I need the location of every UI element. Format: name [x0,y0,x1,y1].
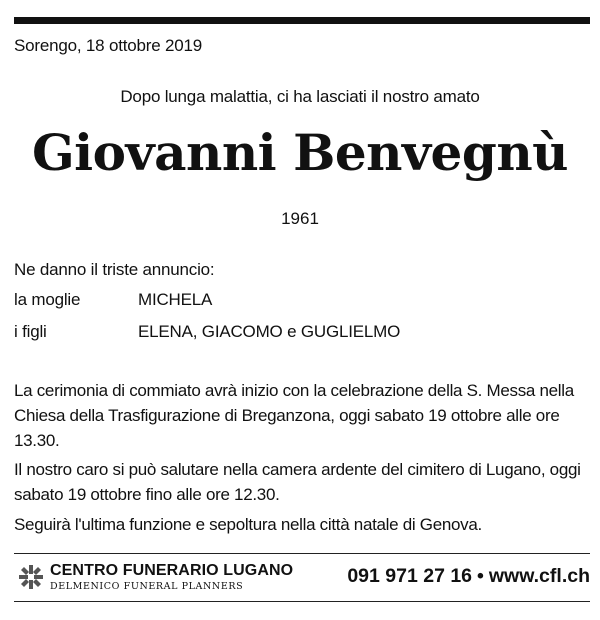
visitation-paragraph [14,457,592,507]
intro-text: Dopo lunga malattia, ci ha lasciati il nostro amato [120,87,480,106]
paragraph-text: La cerimonia di commiato avrà inizio con la celebrazione della S. Messa nella Chiesa della Trasfigurazione di Breganzona, oggi sabato 19 ottobre alle ore 13.30. [14,381,574,450]
phone-number: 091 971 27 16 [347,565,473,587]
burial-paragraph [14,512,592,537]
company-subtitle: DELMENICO FUNERAL PLANNERS [50,581,244,592]
separator: • [477,565,484,587]
paragraph-text: Il nostro caro si può salutare nella camera ardente del cimitero di Lugano, oggi sabato 19 ottobre fino alle ore 12.30. [14,460,581,504]
deceased-name: Giovanni Benvegnù [31,123,569,182]
top-rule [14,17,590,24]
website-link[interactable]: www.cfl.ch [488,565,590,587]
announce-intro: Ne danno il triste annuncio: [14,260,215,279]
funeral-home-logo-icon [18,564,44,590]
place-date: Sorengo, 18 ottobre 2019 [14,36,203,55]
paragraph-text: Seguirà l'ultima funzione e sepoltura nella città natale di Genova. [14,515,482,534]
company-name: CENTRO FUNERARIO LUGANO [50,562,294,579]
relative-names: ELENA, GIACOMO e GUGLIELMO [138,322,401,341]
ceremony-paragraph [14,378,592,453]
relative-names: MICHELA [138,290,213,309]
birth-year: 1961 [281,209,319,228]
footer-top-rule [14,553,590,554]
relative-label: la moglie [14,290,81,309]
footer-bottom-rule [14,601,590,602]
contact-info [347,565,590,588]
relative-label: i figli [14,322,47,341]
